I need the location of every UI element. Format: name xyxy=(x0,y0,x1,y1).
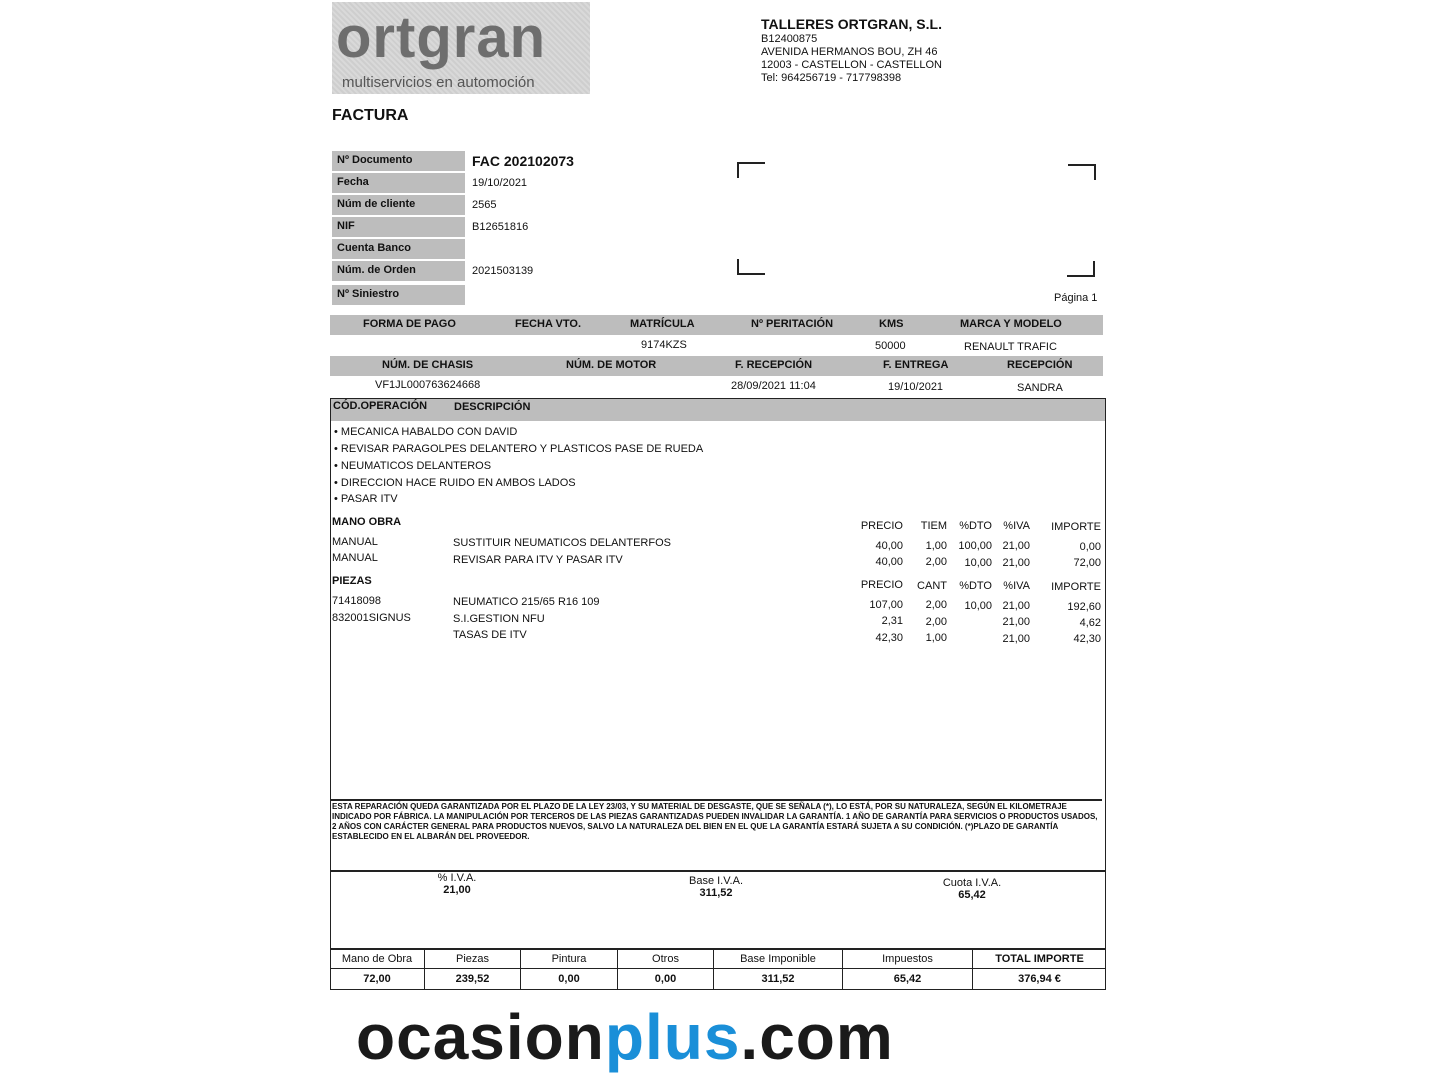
part-cant: 2,00 xyxy=(925,599,947,611)
vat-base-label: Base I.V.A. xyxy=(688,875,744,887)
labor-col-precio: PRECIO xyxy=(860,520,903,532)
company-info xyxy=(761,15,942,85)
part-iva: 21,00 xyxy=(1002,616,1030,628)
value-f-recepcion: 28/09/2021 11:04 xyxy=(731,380,816,392)
total-value: 311,52 xyxy=(761,973,795,985)
labor-desc: REVISAR PARA ITV Y PASAR ITV xyxy=(453,554,623,566)
part-code: 832001SIGNUS xyxy=(332,612,411,624)
vat-cuota xyxy=(922,877,1022,901)
part-cant: 1,00 xyxy=(925,632,947,644)
header-f-entrega: F. ENTREGA xyxy=(883,359,949,371)
parts-col-importe: IMPORTE xyxy=(1051,581,1101,593)
total-value: 72,00 xyxy=(363,973,391,985)
vat-cuota-label: Cuota I.V.A. xyxy=(942,877,1002,889)
logo-part-plus: plus xyxy=(604,1001,741,1073)
labor-tiem: 2,00 xyxy=(925,556,947,568)
part-code: 71418098 xyxy=(332,595,381,607)
value-f-entrega: 19/10/2021 xyxy=(888,381,944,393)
info-label-fecha: Fecha xyxy=(332,173,465,193)
info-label-nif: NIF xyxy=(332,217,465,237)
total-pintura xyxy=(521,950,618,990)
value-receptor: SANDRA xyxy=(1017,382,1063,394)
total-label: Base Imponible xyxy=(714,950,842,969)
vehicle-header-bar xyxy=(330,315,1103,335)
window-corner-br xyxy=(1067,261,1095,277)
window-corner-tl xyxy=(737,162,765,178)
vat-base-value: 311,52 xyxy=(699,887,733,899)
part-desc: TASAS DE ITV xyxy=(453,629,527,641)
parts-col-cant: CANT xyxy=(917,580,947,592)
part-iva: 21,00 xyxy=(1002,633,1030,645)
labor-col-dto: %DTO xyxy=(959,520,992,532)
labor-desc: SUSTITUIR NEUMATICOS DELANTERFOS xyxy=(453,537,671,549)
window-corner-bl xyxy=(737,259,765,275)
vat-percent xyxy=(417,872,497,896)
part-importe: 192,60 xyxy=(1067,601,1101,613)
part-desc: S.I.GESTION NFU xyxy=(453,613,545,625)
part-iva: 21,00 xyxy=(1002,600,1030,612)
info-label-cliente: Núm de cliente xyxy=(332,195,465,215)
total-impuestos xyxy=(843,950,973,990)
part-precio: 107,00 xyxy=(869,599,903,611)
total-otros xyxy=(618,950,714,990)
part-cant: 2,00 xyxy=(925,616,947,628)
reception-values-row xyxy=(330,376,1103,392)
labor-importe: 72,00 xyxy=(1073,557,1101,569)
info-value-cliente: 2565 xyxy=(472,199,497,211)
labor-precio: 40,00 xyxy=(875,556,903,568)
labor-col-tiem: TIEM xyxy=(920,520,947,532)
company-address: AVENIDA HERMANOS BOU, ZH 46 xyxy=(761,46,938,58)
company-city: 12003 - CASTELLON - CASTELLON xyxy=(761,59,942,71)
total-label: Pintura xyxy=(521,950,617,969)
parts-col-dto: %DTO xyxy=(959,580,992,592)
part-dto: 10,00 xyxy=(964,600,992,612)
labor-iva: 21,00 xyxy=(1002,557,1030,569)
total-label: Piezas xyxy=(425,950,520,969)
header-marca-modelo: MARCA Y MODELO xyxy=(960,318,1062,330)
labor-section-title: MANO OBRA xyxy=(332,516,402,528)
header-recepcion: RECEPCIÓN xyxy=(1007,359,1073,371)
labor-dto: 10,00 xyxy=(964,557,992,569)
logo-part-ocasion: ocasion xyxy=(356,1001,605,1073)
operation-item: • REVISAR PARAGOLPES DELANTERO Y PLASTICOS PASE DE RUEDA xyxy=(334,443,704,455)
header-descripcion: DESCRIPCIÓN xyxy=(454,401,531,413)
vehicle-values-row xyxy=(330,336,1103,352)
page-number: Página 1 xyxy=(1054,292,1098,304)
labor-code: MANUAL xyxy=(332,536,378,548)
total-mano-obra xyxy=(330,950,425,990)
total-value: 65,42 xyxy=(893,973,922,985)
total-label: Otros xyxy=(618,950,713,969)
logo-subtitle: multiservicios en automoción xyxy=(342,74,535,91)
part-desc: NEUMATICO 215/65 R16 109 xyxy=(453,596,600,608)
document-title: FACTURA xyxy=(332,107,409,124)
header-matricula: MATRÍCULA xyxy=(630,318,695,330)
vat-percent-value: 21,00 xyxy=(443,884,471,896)
warranty-text: ESTA REPARACIÓN QUEDA GARANTIZADA POR EL PLAZO DE LA LEY 23/03, Y SU MATERIAL DE DESGASTE, QUE SE SEÑALA (*), LO ESTÁ, POR SU NATURALEZA, SEGÚN EL KILOMETRAJE INDICADO POR FÁBRICA. LA MANIPULACIÓN POR TERCEROS DE LAS PIEZAS GARANTIZADAS PUEDEN INVALIDAR LA GARANTÍA. 1 AÑO DE GARANTÍA PARA SERVICIOS O PRODUCTOS USADOS, 2 AÑOS CON CARÁCTER GENERAL PARA PRODUCTOS NUEVOS, SALVO LA NATURALEZA DEL BIEN EN EL QUE LA GARANTÍA ESTARÁ SUJETA A SU CONDICIÓN. (*)PLAZO DE GARANTÍA ESTABLECIDO EN EL ALBARÁN DEL PROVEEDOR. xyxy=(332,802,1098,841)
company-name: TALLERES ORTGRAN, S.L. xyxy=(761,16,942,32)
window-corner-tr xyxy=(1068,164,1096,180)
total-base-imponible xyxy=(714,950,843,990)
part-precio: 42,30 xyxy=(875,632,903,644)
info-label-banco: Cuenta Banco xyxy=(332,239,465,259)
header-chasis: NÚM. DE CHASIS xyxy=(382,359,474,371)
info-value-nif: B12651816 xyxy=(472,221,529,233)
logo-part-com: .com xyxy=(740,1001,894,1073)
labor-tiem: 1,00 xyxy=(925,540,947,552)
operation-item: • PASAR ITV xyxy=(334,493,398,505)
total-value: 0,00 xyxy=(558,973,580,985)
parts-col-precio: PRECIO xyxy=(860,579,903,591)
logo-main-text: ortgran xyxy=(336,5,546,70)
labor-precio: 40,00 xyxy=(875,540,903,552)
part-importe: 4,62 xyxy=(1079,617,1101,629)
totals-table xyxy=(330,950,1106,990)
total-value: 376,94 € xyxy=(1018,973,1061,985)
parts-col-iva: %IVA xyxy=(1003,580,1030,592)
reception-header-bar xyxy=(330,356,1103,376)
warranty-divider xyxy=(331,799,1102,801)
total-label: Impuestos xyxy=(843,950,972,969)
info-label-siniestro: Nº Siniestro xyxy=(332,285,465,305)
operation-item: • DIRECCION HACE RUIDO EN AMBOS LADOS xyxy=(334,477,576,489)
labor-importe: 0,00 xyxy=(1079,541,1101,553)
labor-col-iva: %IVA xyxy=(1003,520,1030,532)
info-value-fecha: 19/10/2021 xyxy=(472,177,528,189)
value-matricula: 9174KZS xyxy=(641,339,687,351)
info-label-orden: Núm. de Orden xyxy=(332,261,465,281)
labor-iva: 21,00 xyxy=(1002,540,1030,552)
company-phone: Tel: 964256719 - 717798398 xyxy=(761,72,902,84)
value-kms: 50000 xyxy=(875,340,906,352)
total-value: 0,00 xyxy=(654,973,677,985)
vat-cuota-value: 65,42 xyxy=(958,889,986,901)
labor-col-importe: IMPORTE xyxy=(1051,521,1101,533)
part-precio: 2,31 xyxy=(881,615,903,627)
header-cod-operacion: CÓD.OPERACIÓN xyxy=(333,400,428,412)
header-fecha-vto: FECHA VTO. xyxy=(515,318,582,330)
header-motor: NÚM. DE MOTOR xyxy=(566,359,657,371)
header-forma-pago: FORMA DE PAGO xyxy=(363,318,456,330)
info-label-documento: Nº Documento xyxy=(332,151,465,171)
total-label: TOTAL IMPORTE xyxy=(973,950,1106,969)
labor-code: MANUAL xyxy=(332,552,378,564)
operation-item: • NEUMATICOS DELANTEROS xyxy=(334,460,492,472)
vat-percent-label: % I.V.A. xyxy=(437,872,477,884)
detail-header-bar xyxy=(331,399,1105,421)
labor-dto: 100,00 xyxy=(958,540,992,552)
value-chasis: VF1JL000763624668 xyxy=(375,379,481,391)
header-peritacion: Nº PERITACIÓN xyxy=(751,318,834,330)
operation-item: • MECANICA HABALDO CON DAVID xyxy=(334,426,518,438)
header-kms: KMS xyxy=(879,318,904,330)
total-label: Mano de Obra xyxy=(330,950,424,969)
vat-base xyxy=(666,875,766,899)
company-cif: B12400875 xyxy=(761,33,818,45)
info-value-orden: 2021503139 xyxy=(472,265,534,277)
part-importe: 42,30 xyxy=(1073,633,1101,645)
value-modelo: RENAULT TRAFIC xyxy=(964,341,1057,353)
total-piezas xyxy=(425,950,521,990)
total-importe xyxy=(973,950,1106,990)
info-value-documento: FAC 202102073 xyxy=(472,153,574,169)
ocasionplus-logo xyxy=(356,1000,894,1074)
header-f-recepcion: F. RECEPCIÓN xyxy=(735,359,813,371)
total-value: 239,52 xyxy=(455,973,490,985)
parts-section-title: PIEZAS xyxy=(332,575,372,587)
